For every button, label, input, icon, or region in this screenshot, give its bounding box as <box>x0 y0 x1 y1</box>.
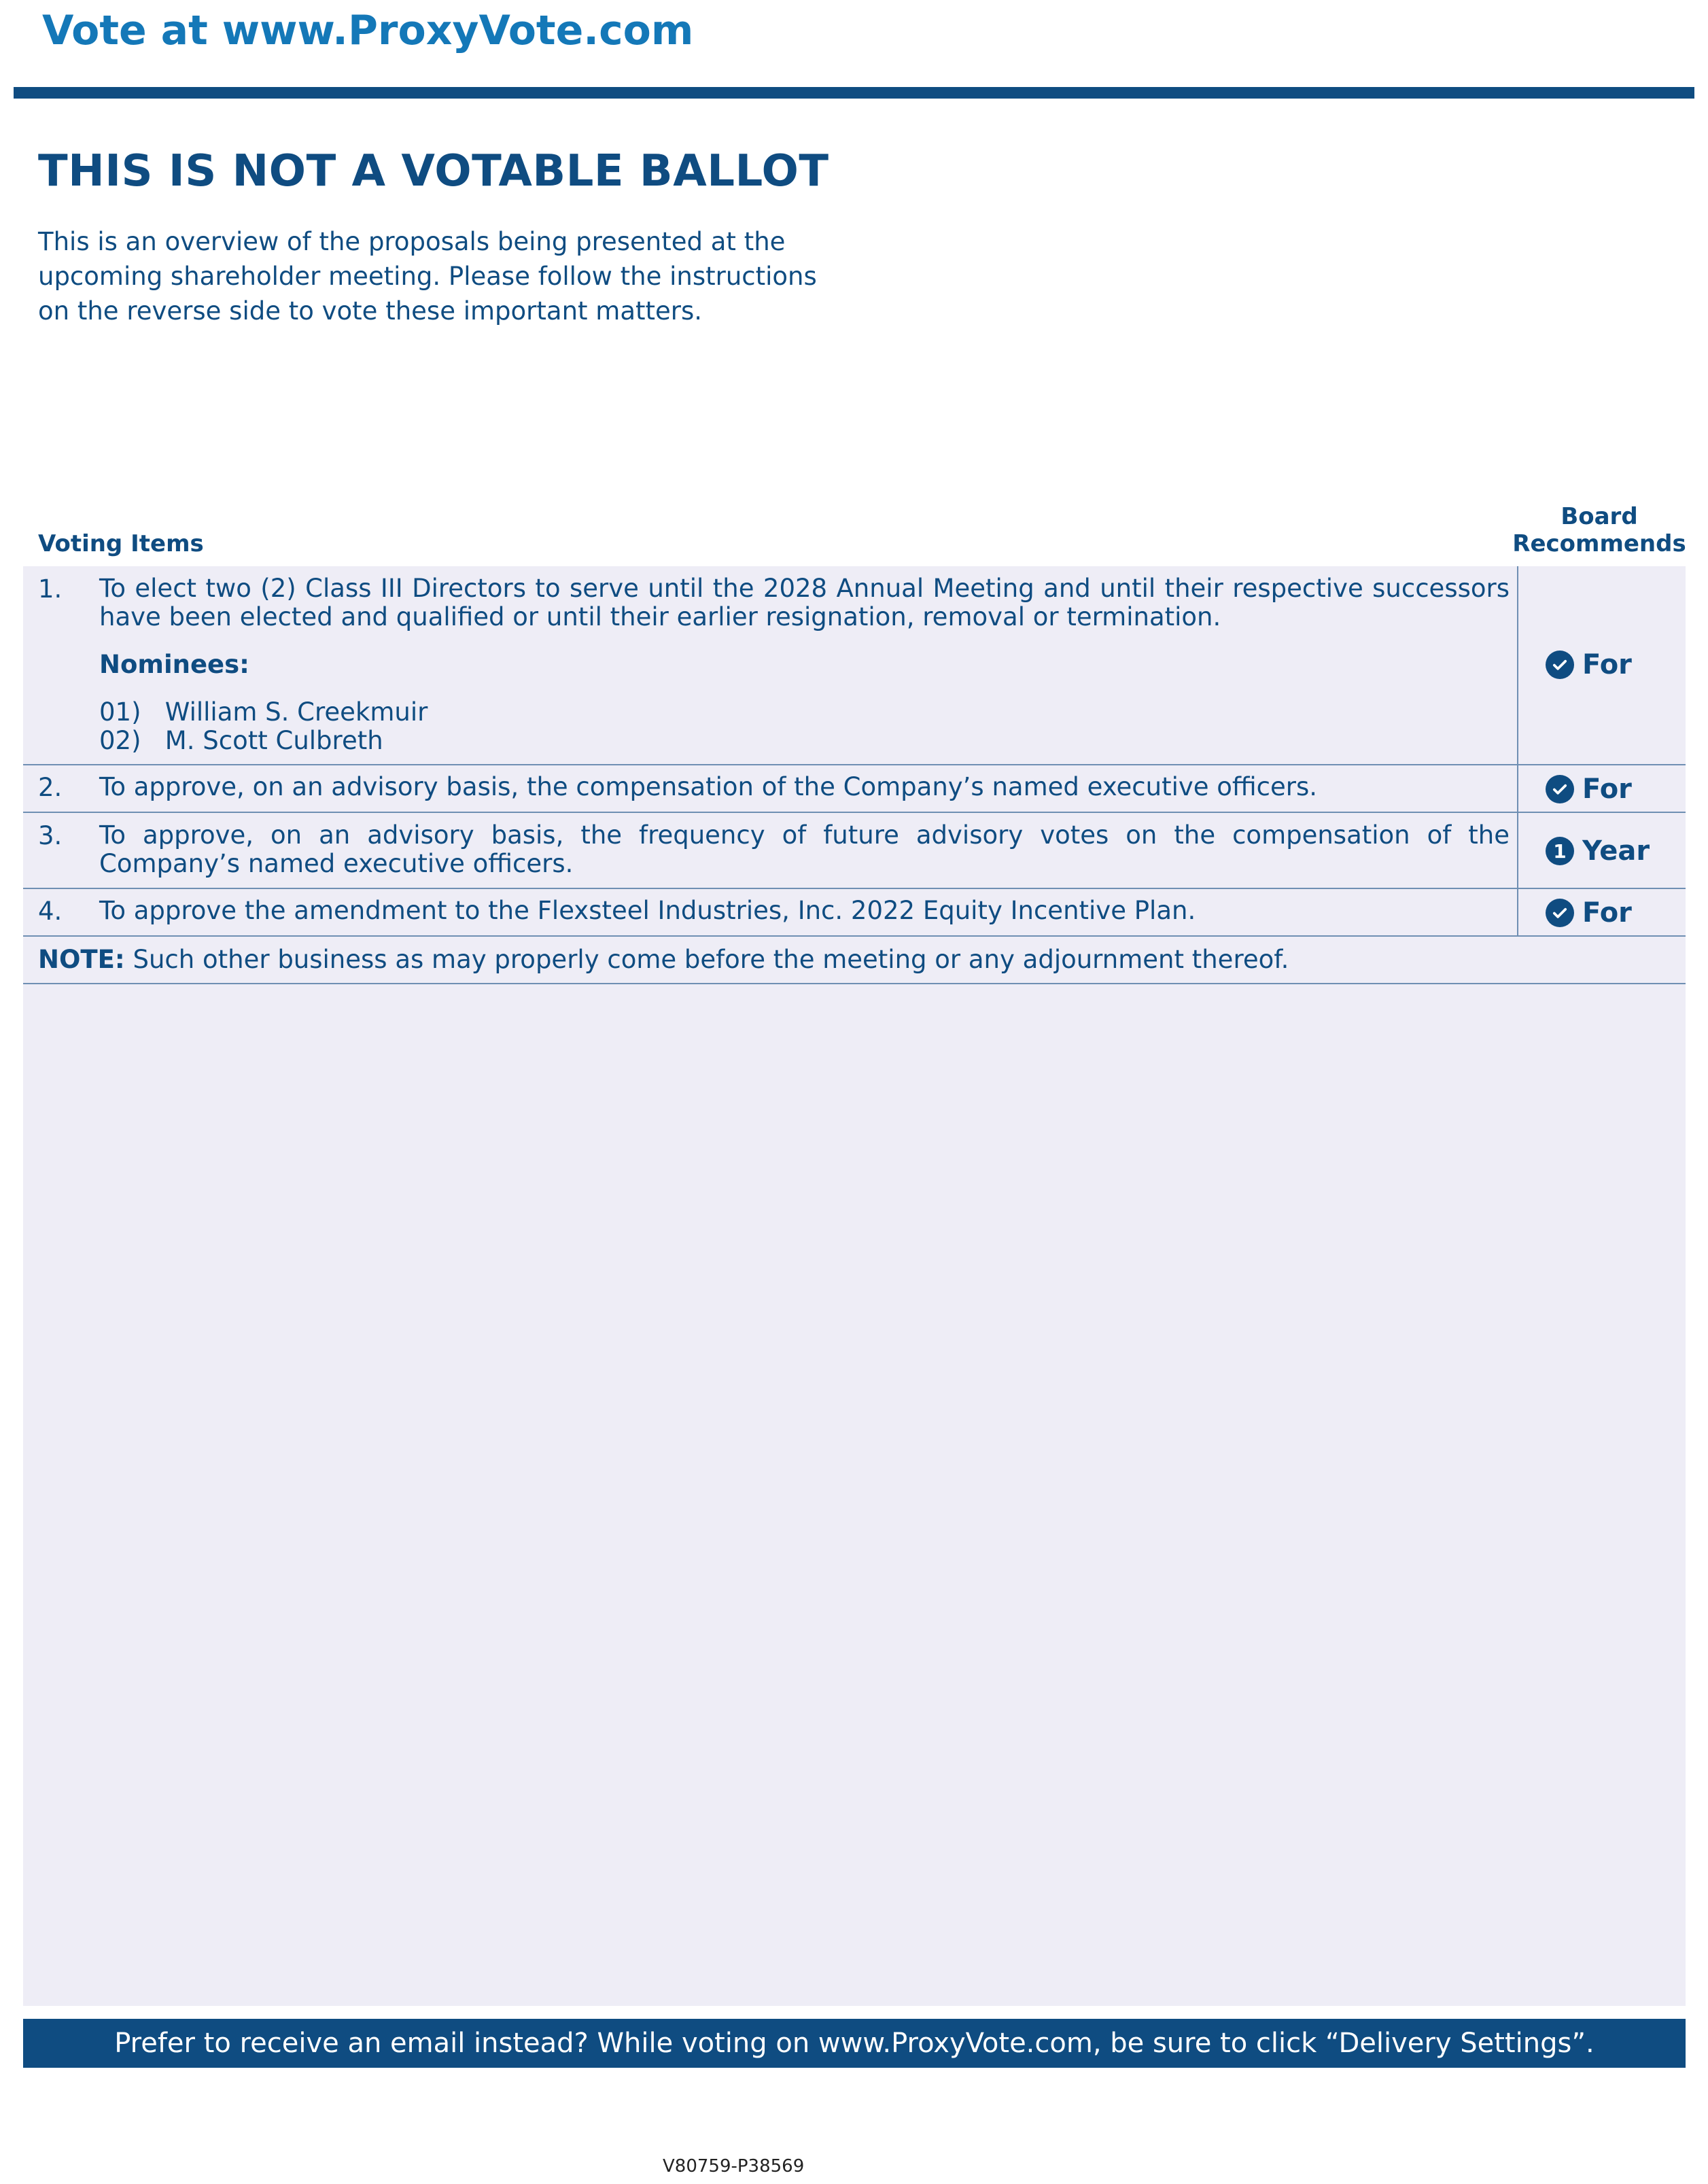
check-icon <box>1546 651 1574 679</box>
check-icon <box>1546 899 1574 927</box>
voting-item-row-3 <box>23 813 1686 889</box>
voting-item-row-1 <box>23 566 1686 765</box>
item-description: To approve the amendment to the Flexsteel Industries, Inc. 2022 Equity Incentive Plan. <box>99 896 1196 925</box>
nominee-2: 02) M. Scott Culbreth <box>99 726 383 755</box>
board-recommends-header <box>1507 503 1691 557</box>
document-code: V80759-P38569 <box>663 2156 805 2177</box>
recommendation-label: For <box>1582 649 1632 680</box>
item-description: To approve, on an advisory basis, the compensation of the Company’s named executive officers. <box>99 772 1318 801</box>
nominee-1: 01) William S. Creekmuir <box>99 697 428 727</box>
header-divider <box>14 87 1694 99</box>
recommendation-for <box>1546 897 1632 929</box>
recommendation-label: Year <box>1582 835 1650 867</box>
banner-text: Prefer to receive an email instead? While voting on www.ProxyVote.com, be sure to click “Delivery Settings”. <box>114 2028 1594 2059</box>
recommendation-cell <box>1517 566 1687 764</box>
recommendation-for <box>1546 774 1632 805</box>
item-number: 4. <box>38 897 63 926</box>
note-label: NOTE: <box>38 945 125 974</box>
recommendation-label: For <box>1582 774 1632 805</box>
recommendation-label: For <box>1582 897 1632 929</box>
voting-item-row-4 <box>23 889 1686 937</box>
email-delivery-banner <box>23 2019 1686 2068</box>
recommendation-cell <box>1517 889 1687 935</box>
intro-text: This is an overview of the proposals being presented at the upcoming shareholder meeting. Please follow the instructions on the reverse side to vote these important matters. <box>38 227 817 326</box>
check-icon <box>1546 775 1574 803</box>
item-text <box>99 574 1510 755</box>
number-one-icon: 1 <box>1546 837 1574 865</box>
nominees-label: Nominees: <box>99 650 249 679</box>
item-number: 3. <box>38 821 63 850</box>
recommendation-for <box>1546 649 1632 680</box>
item-number: 1. <box>38 574 63 604</box>
note-text <box>38 945 1289 974</box>
board-header-line1: Board <box>1561 503 1638 530</box>
recommendation-cell <box>1517 765 1687 812</box>
item-description: To elect two (2) Class III Directors to serve until the 2028 Annual Meeting and until their respective successors have been elected and qualified or until their earlier resignation, removal or termination. <box>99 574 1510 631</box>
page-title: THIS IS NOT A VOTABLE BALLOT <box>38 146 829 196</box>
voting-item-row-2 <box>23 765 1686 813</box>
board-header-line2: Recommends <box>1512 530 1686 557</box>
item-description: To approve, on an advisory basis, the frequency of future advisory votes on the compensation of the Company’s named executive officers. <box>99 820 1510 878</box>
recommendation-year <box>1546 835 1650 867</box>
note-body: Such other business as may properly come before the meeting or any adjournment thereof. <box>124 945 1289 974</box>
item-number: 2. <box>38 773 63 802</box>
header-title[interactable]: Vote at www.ProxyVote.com <box>42 7 694 54</box>
voting-items-header: Voting Items <box>38 530 204 557</box>
recommendation-cell <box>1517 813 1687 888</box>
